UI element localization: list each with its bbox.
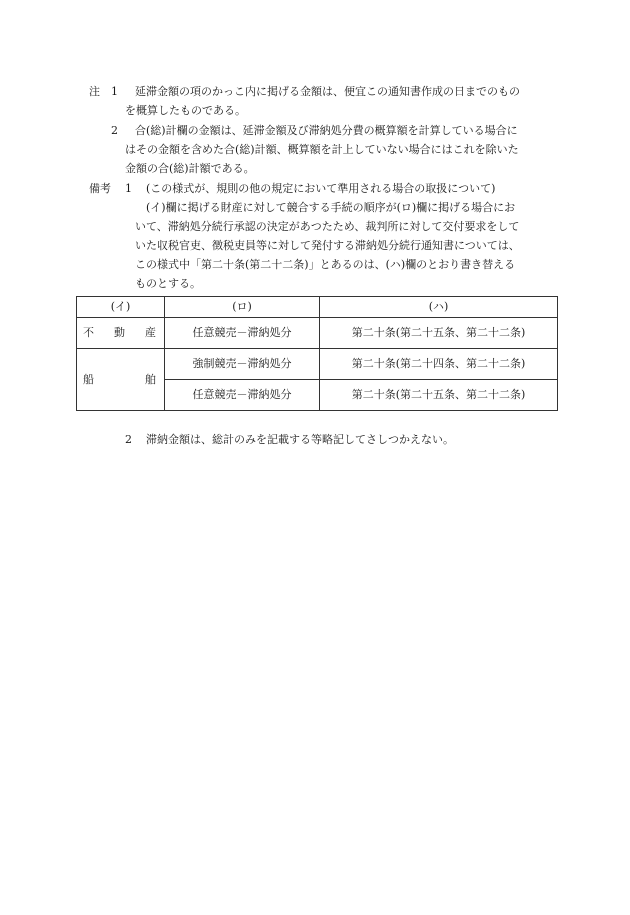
remark-1-line-4: この様式中「第二十条(第二十二条)」とあるのは、(ハ)欄のとおり書き替える	[135, 258, 516, 271]
remark-1-heading: (この様式が、規則の他の規定において準用される場合の取扱について)	[146, 182, 496, 195]
property-char: 動	[114, 326, 125, 339]
remark-1-number: 1	[125, 182, 132, 195]
note-2-line-1: 合(総)計欄の金額は、延滞金額及び滞納処分費の概算額を計算している場合に	[135, 124, 518, 137]
replacement-cell: 第二十条(第二十五条、第二十二条)	[320, 318, 558, 349]
note-1-line-1: 延滞金額の項のかっこ内に掲げる金額は、便宜この通知書作成の日までのもの	[135, 85, 520, 98]
table-row	[77, 349, 558, 380]
replacement-cell: 第二十条(第二十四条、第二十二条)	[320, 349, 558, 380]
order-cell: 強制競売－滞納処分	[165, 349, 320, 380]
column-header-ha: (ハ)	[320, 297, 558, 318]
note-2-line-2: はその金額を含めた合(総)計額、概算額を計上していない場合にはこれを除いた	[125, 143, 519, 156]
procedure-order-table	[76, 296, 558, 411]
table-row	[77, 318, 558, 349]
property-char: 舶	[145, 372, 156, 386]
column-header-ro: (ロ)	[165, 297, 320, 318]
remark-1-line-3: いた収税官吏、徴税吏員等に対して発付する滞納処分続行通知書については、	[135, 239, 520, 252]
note-1-number: 1	[111, 85, 118, 98]
property-cell-ship	[77, 349, 165, 411]
remark-2-text: 滞納金額は、総計のみを記載する等略記してさしつかえない。	[146, 433, 454, 446]
table-header-row	[77, 297, 558, 318]
notes-label: 注	[89, 85, 100, 98]
remark-1-line-1: (イ)欄に掲げる財産に対して競合する手続の順序が(ロ)欄に掲げる場合にお	[146, 201, 516, 214]
replacement-cell: 第二十条(第二十五条、第二十二条)	[320, 380, 558, 411]
remarks-label: 備考	[89, 182, 111, 195]
note-1-line-2: を概算したものである。	[125, 104, 246, 117]
property-char: 不	[83, 326, 94, 339]
remark-2-number: 2	[125, 433, 132, 446]
note-2-number: 2	[111, 124, 118, 137]
property-char: 船	[83, 372, 94, 386]
remark-1-line-2: いて、滞納処分続行承認の決定があつたため、裁判所に対して交付要求をして	[135, 220, 520, 233]
remark-1-line-5: ものとする。	[135, 277, 201, 290]
order-cell: 任意競売－滞納処分	[165, 318, 320, 349]
order-cell: 任意競売－滞納処分	[165, 380, 320, 411]
column-header-i: (イ)	[77, 297, 165, 318]
property-cell-real-estate	[77, 318, 165, 349]
note-2-line-3: 金額の合(総)計額である。	[125, 162, 255, 175]
property-char: 産	[145, 326, 156, 339]
